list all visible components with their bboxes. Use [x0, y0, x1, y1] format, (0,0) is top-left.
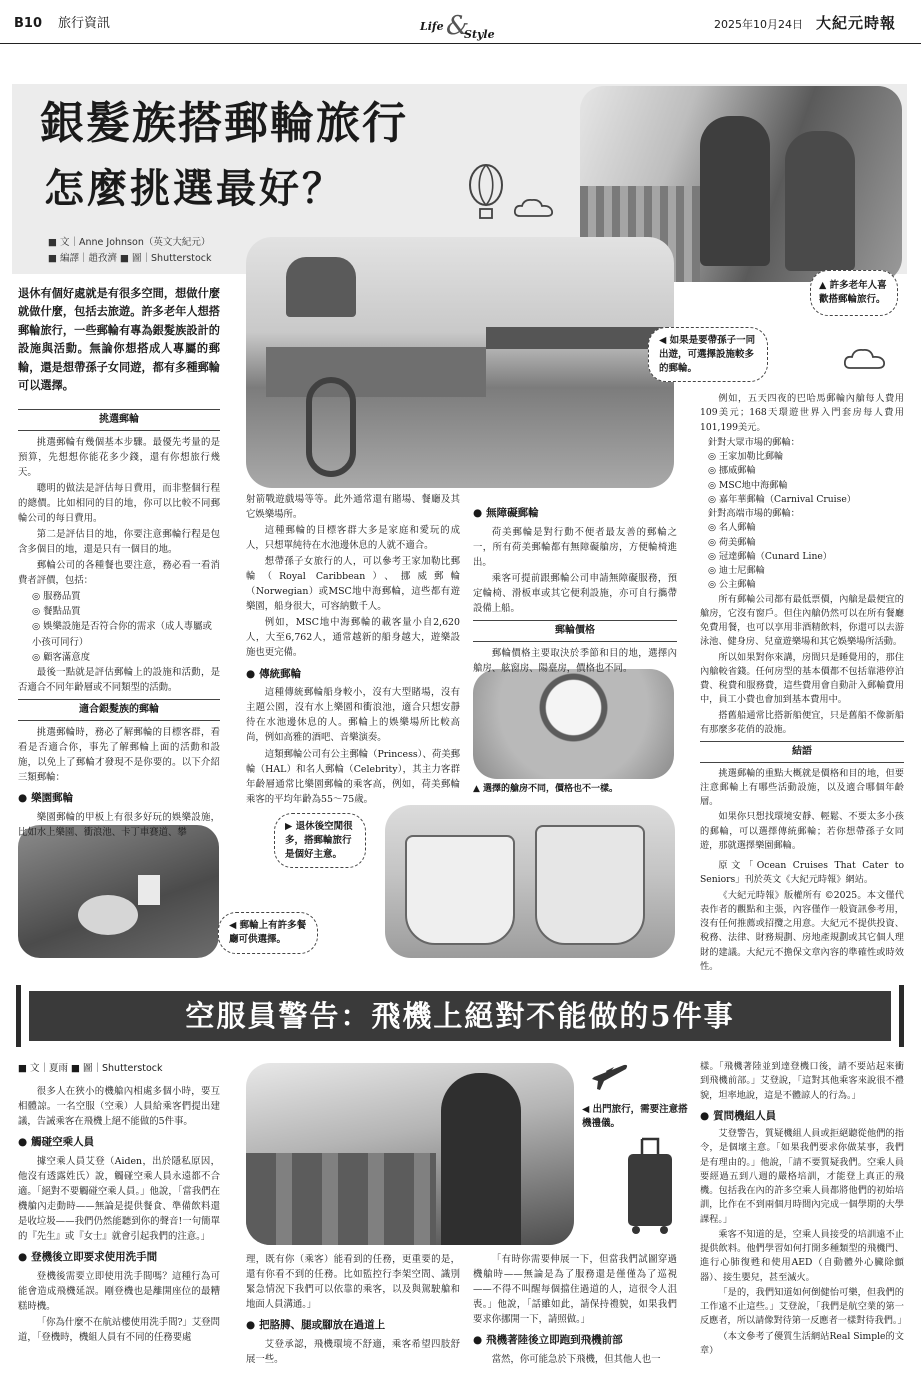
article2-byline: ■ 文｜夏雨 ■ 圖｜Shutterstock [18, 1063, 163, 1074]
list-item: ◎ 顧客滿意度 [32, 651, 91, 663]
paragraph: 如果你只想找環境安靜、輕鬆、不要太多小孩的郵輪，可以選擇傳統郵輪；若你想帶孫子女同遊，那就選擇樂園郵輪。 [700, 811, 904, 851]
paragraph: 郵輪公司的各種餐也要注意，務必看一看消費者評價，包括： [18, 560, 220, 587]
cloud-icon [842, 346, 888, 372]
list-item: ◎ 迪士尼郵輪 [708, 565, 765, 576]
list-item: ◎ 嘉年華郵輪（Carnival Cruise） [708, 493, 856, 505]
article-title-line2: 怎麼挑選最好？ [44, 166, 345, 212]
paragraph: 挑選郵輪有幾個基本步驟。最優先考量的是預算，先想想你能花多少錢，還有你想旅行幾天。 [18, 436, 220, 478]
paragraph: 所有郵輪公司都有最低票價，內艙是最便宜的艙房，它沒有窗戶。但住內艙仍然可以在所有餐廳免費用餐，也可以享用非酒精飲料，你還可以去游泳池、健身房、兒童遊樂場和其它娛樂場所活動。 [700, 593, 904, 648]
list-item: ◎ 王家加勒比郵輪 [708, 451, 784, 462]
life-style-logo: Life & Style [420, 11, 495, 41]
paragraph: 艾登承認，飛機環境不舒適，乘客希望四肢舒展一些。 [246, 1338, 460, 1366]
subheading-rush-front: ● 飛機著陸後立即跑到飛機前部 [473, 1332, 677, 1349]
byline-credits: ■ 編譯｜趙孜濟 ■ 圖｜Shutterstock [48, 253, 212, 264]
article1-column-2 [246, 492, 460, 808]
list-title: 針對高端市場的郵輪： [708, 508, 800, 519]
two-cruise-ships-photo [385, 805, 675, 958]
list-item: ◎ 服務品質 [32, 591, 81, 603]
list-item: ◎ 挪威郵輪 [708, 465, 756, 477]
caption-grandchildren: ◀ 如果是要帶孫子一同出遊，可選擇設施較多的郵輪。 [648, 327, 768, 382]
caption-elderly: ▲ 許多老年人喜歡搭郵輪旅行。 [810, 270, 898, 316]
list-item: ◎ 餐點品質 [32, 606, 81, 618]
subheading-question-crew: ● 質問機組人員 [700, 1108, 904, 1124]
list-title: 針對大眾市場的郵輪： [708, 436, 800, 448]
paragraph: 據空乘人員艾登（Aiden，出於隱私原因，他沒有透露姓氏）說，觸碰空乘人員永遠都不合適。「絕對不要觸碰空乘人員。」他說，「當我們在機艙內走動時——無論是提供餐食、準備飲料還是收垃圾——我們仍然能聽到你的聲音!一句簡單的『先生』或『女士』就會引起我們的注意。」 [18, 1155, 220, 1243]
suitcase-icon [622, 1136, 678, 1236]
paragraph: 樣。「飛機著陸並到達登機口後，請不要站起來衝到飛機前部。」艾登說，「這對其他乘客來說很不禮貌，坦率地說，這是不體諒人的行為。」 [700, 1061, 904, 1101]
cloud-icon [512, 196, 556, 220]
section-name: 旅行資訊 [58, 16, 111, 31]
section-heading-suitable: 適合銀髮族的郵輪 [18, 699, 220, 721]
paragraph: 搭舊船通常比搭新船便宜，只是舊船不像新船有那麼多花俏的設施。 [700, 709, 904, 735]
subheading-traditional-cruise: ● 傳統郵輪 [246, 666, 460, 683]
list-item: ◎ 名人郵輪 [708, 522, 756, 534]
list-item: ◎ 公主郵輪 [708, 579, 756, 591]
article1-column-1 [18, 284, 220, 841]
subheading-touch: ● 觸碰空乘人員 [18, 1134, 220, 1151]
list-item: ◎ 娛樂設施是否符合你的需求（成人專屬或小孩可同行） [32, 621, 212, 648]
paragraph: 射箭戰遊戲場等等。此外通常還有賭場、餐廳及其它娛樂場所。 [246, 494, 460, 521]
paragraph: 第二是評估目的地，你要注意郵輪行程是包含多個目的地，還是只有一個目的地。 [18, 529, 220, 556]
list-item: ◎ 冠達郵輪（Cunard Line） [708, 550, 832, 562]
paragraph: 郵輪價格主要取決於季節和目的地，選擇內艙房、舷窗房、陽臺房，價格也不同。 [473, 648, 677, 675]
paragraph: 「有時你需要伸展一下，但當我們試圖穿過機艙時——無論是為了服務還是僅僅為了巡視——不得不叫醒每個擋住過道的人，這很令人沮喪。」他說，「話雖如此，請保持禮貌，如果我們要求你挪開一下，請照做。」 [473, 1254, 677, 1326]
subheading-accessible-cruise: ● 無障礙郵輪 [473, 505, 677, 522]
paragraph: 想帶孫子女旅行的人，可以參考王家加勒比郵輪（Royal Caribbean）、挪威郵輪（Norwegian）或MSC地中海郵輪，這些都有遊樂園，船身很大，可容納數千人。 [246, 556, 460, 613]
copyright-note: 《大紀元時報》版權所有 ©2025。本文僅代表作者的觀點和主張，內容僅作一般資訊參考用，沒有任何推薦或招攬之用意。大紀元不提供投資、稅務、法律、財務規劃、房地產規劃或其它個人理財的建議。大紀元不擔保文章內容的準確性或時效性。 [700, 889, 904, 972]
cruise-deck-photo [246, 237, 674, 488]
paragraph: 挑選郵輪時，務必了解郵輪的目標客群，看看是否適合你，事先了解郵輪上面的活動和設施，以免上了郵輪才發現不是你要的。以下介紹三類郵輪： [18, 726, 220, 783]
paragraph: 最後一點就是評估郵輪上的設施和活動，是否適合不同年齡層或不同類型的活動。 [18, 666, 220, 693]
paragraph: 很多人在狹小的機艙內相處多個小時，要互相體諒。一名空服（空乘）人員給乘客們提出建議，告誡乘客在飛機上絕不能做的5件事。 [18, 1086, 220, 1128]
paragraph: 「你為什麼不在航站樓使用洗手間?」艾登問道，「登機時，機組人員有不同的任務要處 [18, 1317, 220, 1344]
paragraph: 挑選郵輪的重點大概就是價格和目的地，但要注意郵輪上有哪些活動設施，以及適合哪個年齡層。 [700, 767, 904, 807]
section-heading-price: 郵輪價格 [473, 620, 677, 642]
criteria-list [18, 589, 220, 664]
issue-date: 2025年10月24日 [714, 18, 803, 31]
paragraph: 所以如果對你來講，房間只是睡覺用的，那住內艙較省錢。任何房型的基本價都不包括靠港停泊費、稅費和服務費，這些費用會自動計入郵輪費用中，員工小費也會加到基本費用中。 [700, 651, 904, 706]
caption-retirement: ▶ 退休後空閒很多，搭郵輪旅行是個好主意。 [274, 813, 366, 868]
paragraph: 理，既有你（乘客）能看到的任務，更重要的是，還有你看不到的任務。比如監控行李架空間、識別緊急情況下我們可以依靠的乘客，以及與駕駛艙和地面人員溝通。」 [246, 1254, 460, 1311]
paragraph: 乘客不知道的是，空乘人員接受的培訓遠不止提供飲料。他們學習如何打開多種類型的飛機門、進行心肺復甦和使用AED（自動體外心臟除顫器）、接生嬰兒，甚至滅火。 [700, 1228, 904, 1283]
paragraph: 乘客可提前跟郵輪公司申請無障礙服務，預定輪椅、滑板車或其它便利設施，亦可自行攜帶設備上船。 [473, 572, 677, 615]
caption-etiquette: ◀ 出門旅行，需要注意搭機禮儀。 [582, 1104, 688, 1129]
source-note: （本文參考了優質生活網站Real Simple的文章） [700, 1330, 904, 1356]
page-header [0, 0, 921, 44]
list-item: ◎ MSC地中海郵輪 [708, 479, 788, 491]
article1-column-3 [473, 500, 677, 677]
article2-title: 空服員警告：飛機上絕對不能做的5件事 [29, 991, 891, 1041]
article2-column-1 [18, 1084, 220, 1346]
list-item: ◎ 荷美郵輪 [708, 536, 756, 548]
paragraph: 「是的，我們知道如何倒健怡可樂，但我們的工作遠不止這些。」艾登說，「我們是航空業的第一反應者，所以請像對待第一反應者一樣對待我們。」 [700, 1286, 907, 1327]
paragraph: 這種郵輪的目標客群大多是家庭和愛玩的成人，只想單純待在水池邊休息的人就不適合。 [246, 525, 460, 552]
subheading-fun-cruise: ● 樂園郵輪 [18, 790, 220, 807]
caption-restaurants: ◀ 郵輪上有許多餐廳可供選擇。 [218, 912, 318, 954]
hot-air-balloon-icon [463, 163, 509, 221]
paragraph: 荷美郵輪是對行動不便者最友善的郵輪之一，所有荷美郵輪都有無障礙艙房，方便輪椅進出。 [473, 526, 677, 568]
article2-column-4 [700, 1060, 907, 1359]
section-heading-conclusion: 結語 [700, 741, 904, 763]
flight-attendant-photo [246, 1063, 574, 1245]
paragraph: 例如，MSC地中海郵輪的載客量小自2,620人，大至6,762人，通常越新的船身越大，遊樂設施也更完備。 [246, 617, 460, 659]
newspaper-masthead: 大紀元時報 [816, 14, 897, 32]
lead-paragraph: 退休有個好處就是有很多空間，想做什麼就做什麼，包括去旅遊。許多老年人想搭郵輪旅行，一些郵輪有專為銀髮族設計的設施與活動。無論你想搭成人專屬的郵輪，還是想帶孫子女同遊，都有多種郵輪可以選擇。 [18, 286, 220, 393]
source-note: 原文「Ocean Cruises That Cater to Seniors」刊於英文《大紀元時報》網站。 [700, 860, 904, 886]
breakfast-photo [18, 825, 219, 958]
paragraph: 艾登警告，質疑機組人員或拒絕聽從他們的指令，是個壞主意。「如果我們要求你做某事，我們是有理由的。」他說，「請不要質疑我們。空乘人員要經過五到八週的嚴格培訓，才能登上真正的飛機。包括我在內的許多空乘人員都將他們的初始培訓，比作在不到兩個月時間內完成一個學期的大學課程。」 [700, 1128, 904, 1225]
paragraph: 當然，你可能急於下飛機，但其他人也一 [491, 1354, 661, 1366]
airplane-icon [590, 1057, 630, 1093]
article1-column-4 [700, 392, 904, 975]
article-title-line1: 銀髮族搭郵輪旅行 [40, 98, 408, 149]
paragraph: 登機後需要立即使用洗手間嗎？這種行為可能會造成飛機延誤。剛登機也是離開座位的最糟糕時機。 [18, 1271, 220, 1313]
paragraph: 聰明的做法是評估每日費用，而非整個行程的總價。比如相同的目的地，你可以比較不同郵輪公司的每日費用。 [18, 483, 220, 525]
byline-author: ■ 文｜Anne Johnson（英文大紀元） [48, 237, 211, 248]
article2-column-3 [473, 1252, 677, 1368]
article2-column-2 [246, 1252, 460, 1368]
cabin-photo [473, 669, 674, 779]
paragraph: 樂園郵輪的甲板上有很多好玩的娛樂設施，比如水上樂園、衝浪池、卡丁車賽道、攀 [18, 811, 220, 838]
section-heading-choose: 挑選郵輪 [18, 409, 220, 431]
paragraph: 例如，五天四夜的巴哈馬郵輪內艙每人費用109美元；168天環遊世界入門套房每人費用101,199美元。 [700, 393, 904, 433]
subheading-restroom: ● 登機後立即要求使用洗手間 [18, 1249, 220, 1266]
caption-cabin: ▲ 選擇的艙房不同，價格也不一樣。 [473, 784, 619, 794]
subheading-aisle: ● 把胳膊、腿或腳放在過道上 [246, 1317, 460, 1334]
paragraph: 這類郵輪公司有公主郵輪（Princess）、荷美郵輪（HAL）和名人郵輪（Celebrity），其主力客群年齡層通常比樂園郵輪的乘客高，例如，荷美郵輪乘客的平均年齡為55～75歲。 [246, 748, 460, 805]
paragraph: 這種傳統郵輪船身較小，沒有大型賭場，沒有主題公園，沒有水上樂園和衝浪池，適合只想安靜待在水池邊休息的人。郵輪上的娛樂場所比較高尚，例如高雅的酒吧、音樂演奏。 [246, 687, 460, 744]
page-number: B10 [14, 16, 42, 31]
